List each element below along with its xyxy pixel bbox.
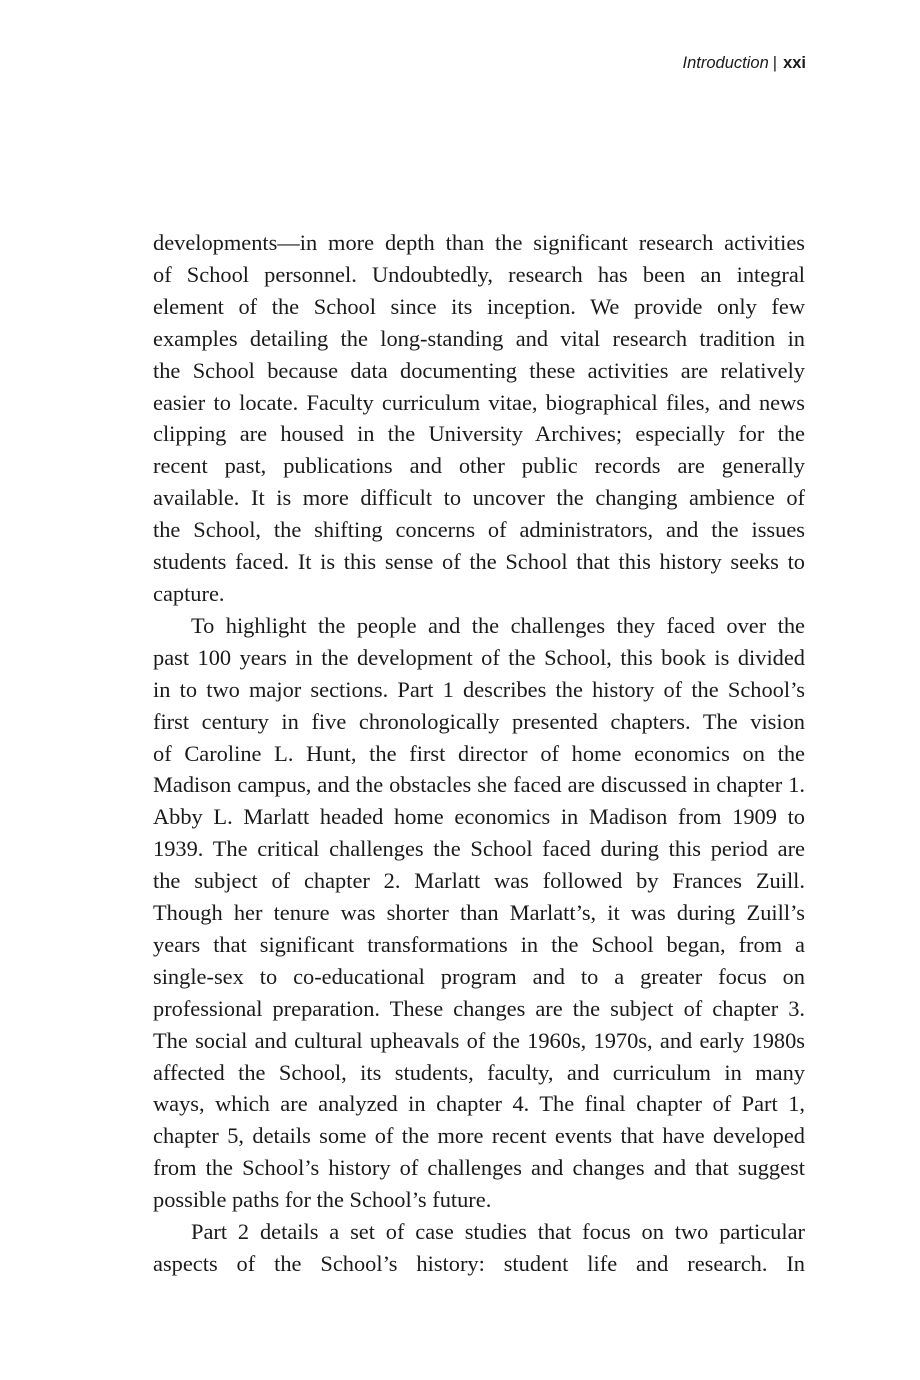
- body-line: recent past, publications and other public records are generally: [153, 453, 805, 479]
- running-head-section: Introduction: [682, 54, 769, 72]
- body-line: Madison campus, and the obstacles she faced are discussed in chapter 1.: [153, 772, 805, 798]
- body-line: To highlight the people and the challenges they faced over the: [191, 612, 805, 638]
- body-line: past 100 years in the development of the School, this book is divided: [153, 644, 805, 670]
- body-line: examples detailing the long-standing and vital research tradition in: [153, 325, 805, 351]
- body-line: the School because data documenting these activities are relatively: [153, 357, 805, 383]
- body-line: students faced. It is this sense of the School that this history seeks to: [153, 549, 805, 575]
- body-line: capture.: [153, 580, 225, 606]
- body-line: ways, which are analyzed in chapter 4. The final chapter of Part 1,: [153, 1091, 805, 1117]
- running-head: [683, 54, 806, 73]
- body-line: possible paths for the School’s future.: [153, 1187, 492, 1213]
- body-line: from the School’s history of challenges and changes and that suggest: [153, 1155, 805, 1181]
- body-line: in to two major sections. Part 1 describes the history of the School’s: [153, 676, 805, 702]
- body-line: developments—in more depth than the significant research activities: [153, 230, 805, 255]
- body-line: professional preparation. These changes are the subject of chapter 3.: [153, 995, 805, 1021]
- body-line: of School personnel. Undoubtedly, research has been an integral: [153, 261, 805, 287]
- body-line: the subject of chapter 2. Marlatt was followed by Frances Zuill.: [153, 868, 805, 894]
- body-line: aspects of the School’s history: student life and research. In: [153, 1251, 805, 1276]
- body-line: clipping are housed in the University Archives; especially for the: [153, 421, 805, 447]
- body-line: Though her tenure was shorter than Marlatt’s, it was during Zuill’s: [153, 900, 805, 926]
- body-text: [153, 227, 805, 1280]
- body-line: affected the School, its students, faculty, and curriculum in many: [153, 1059, 805, 1085]
- body-line: Abby L. Marlatt headed home economics in Madison from 1909 to: [153, 804, 805, 830]
- body-line: years that significant transformations in the School began, from a: [153, 931, 805, 957]
- body-line: 1939. The critical challenges the School faced during this period are: [153, 836, 805, 862]
- running-head-divider: |: [772, 54, 778, 72]
- body-line: of Caroline L. Hunt, the first director of home economics on the: [153, 740, 805, 766]
- body-line: element of the School since its inception. We provide only few: [153, 293, 805, 319]
- body-line: chapter 5, details some of the more recent events that have developed: [153, 1123, 805, 1149]
- body-line: easier to locate. Faculty curriculum vitae, biographical files, and news: [153, 389, 805, 415]
- body-line: first century in five chronologically presented chapters. The vision: [153, 708, 805, 734]
- body-line: Part 2 details a set of case studies that focus on two particular: [191, 1219, 805, 1245]
- body-line: available. It is more difficult to uncover the changing ambience of: [153, 485, 805, 511]
- body-line: The social and cultural upheavals of the 1960s, 1970s, and early 1980s: [153, 1027, 805, 1053]
- body-line: the School, the shifting concerns of administrators, and the issues: [153, 517, 805, 543]
- page-number: xxi: [783, 54, 806, 72]
- body-line: single-sex to co-educational program and to a greater focus on: [153, 963, 805, 989]
